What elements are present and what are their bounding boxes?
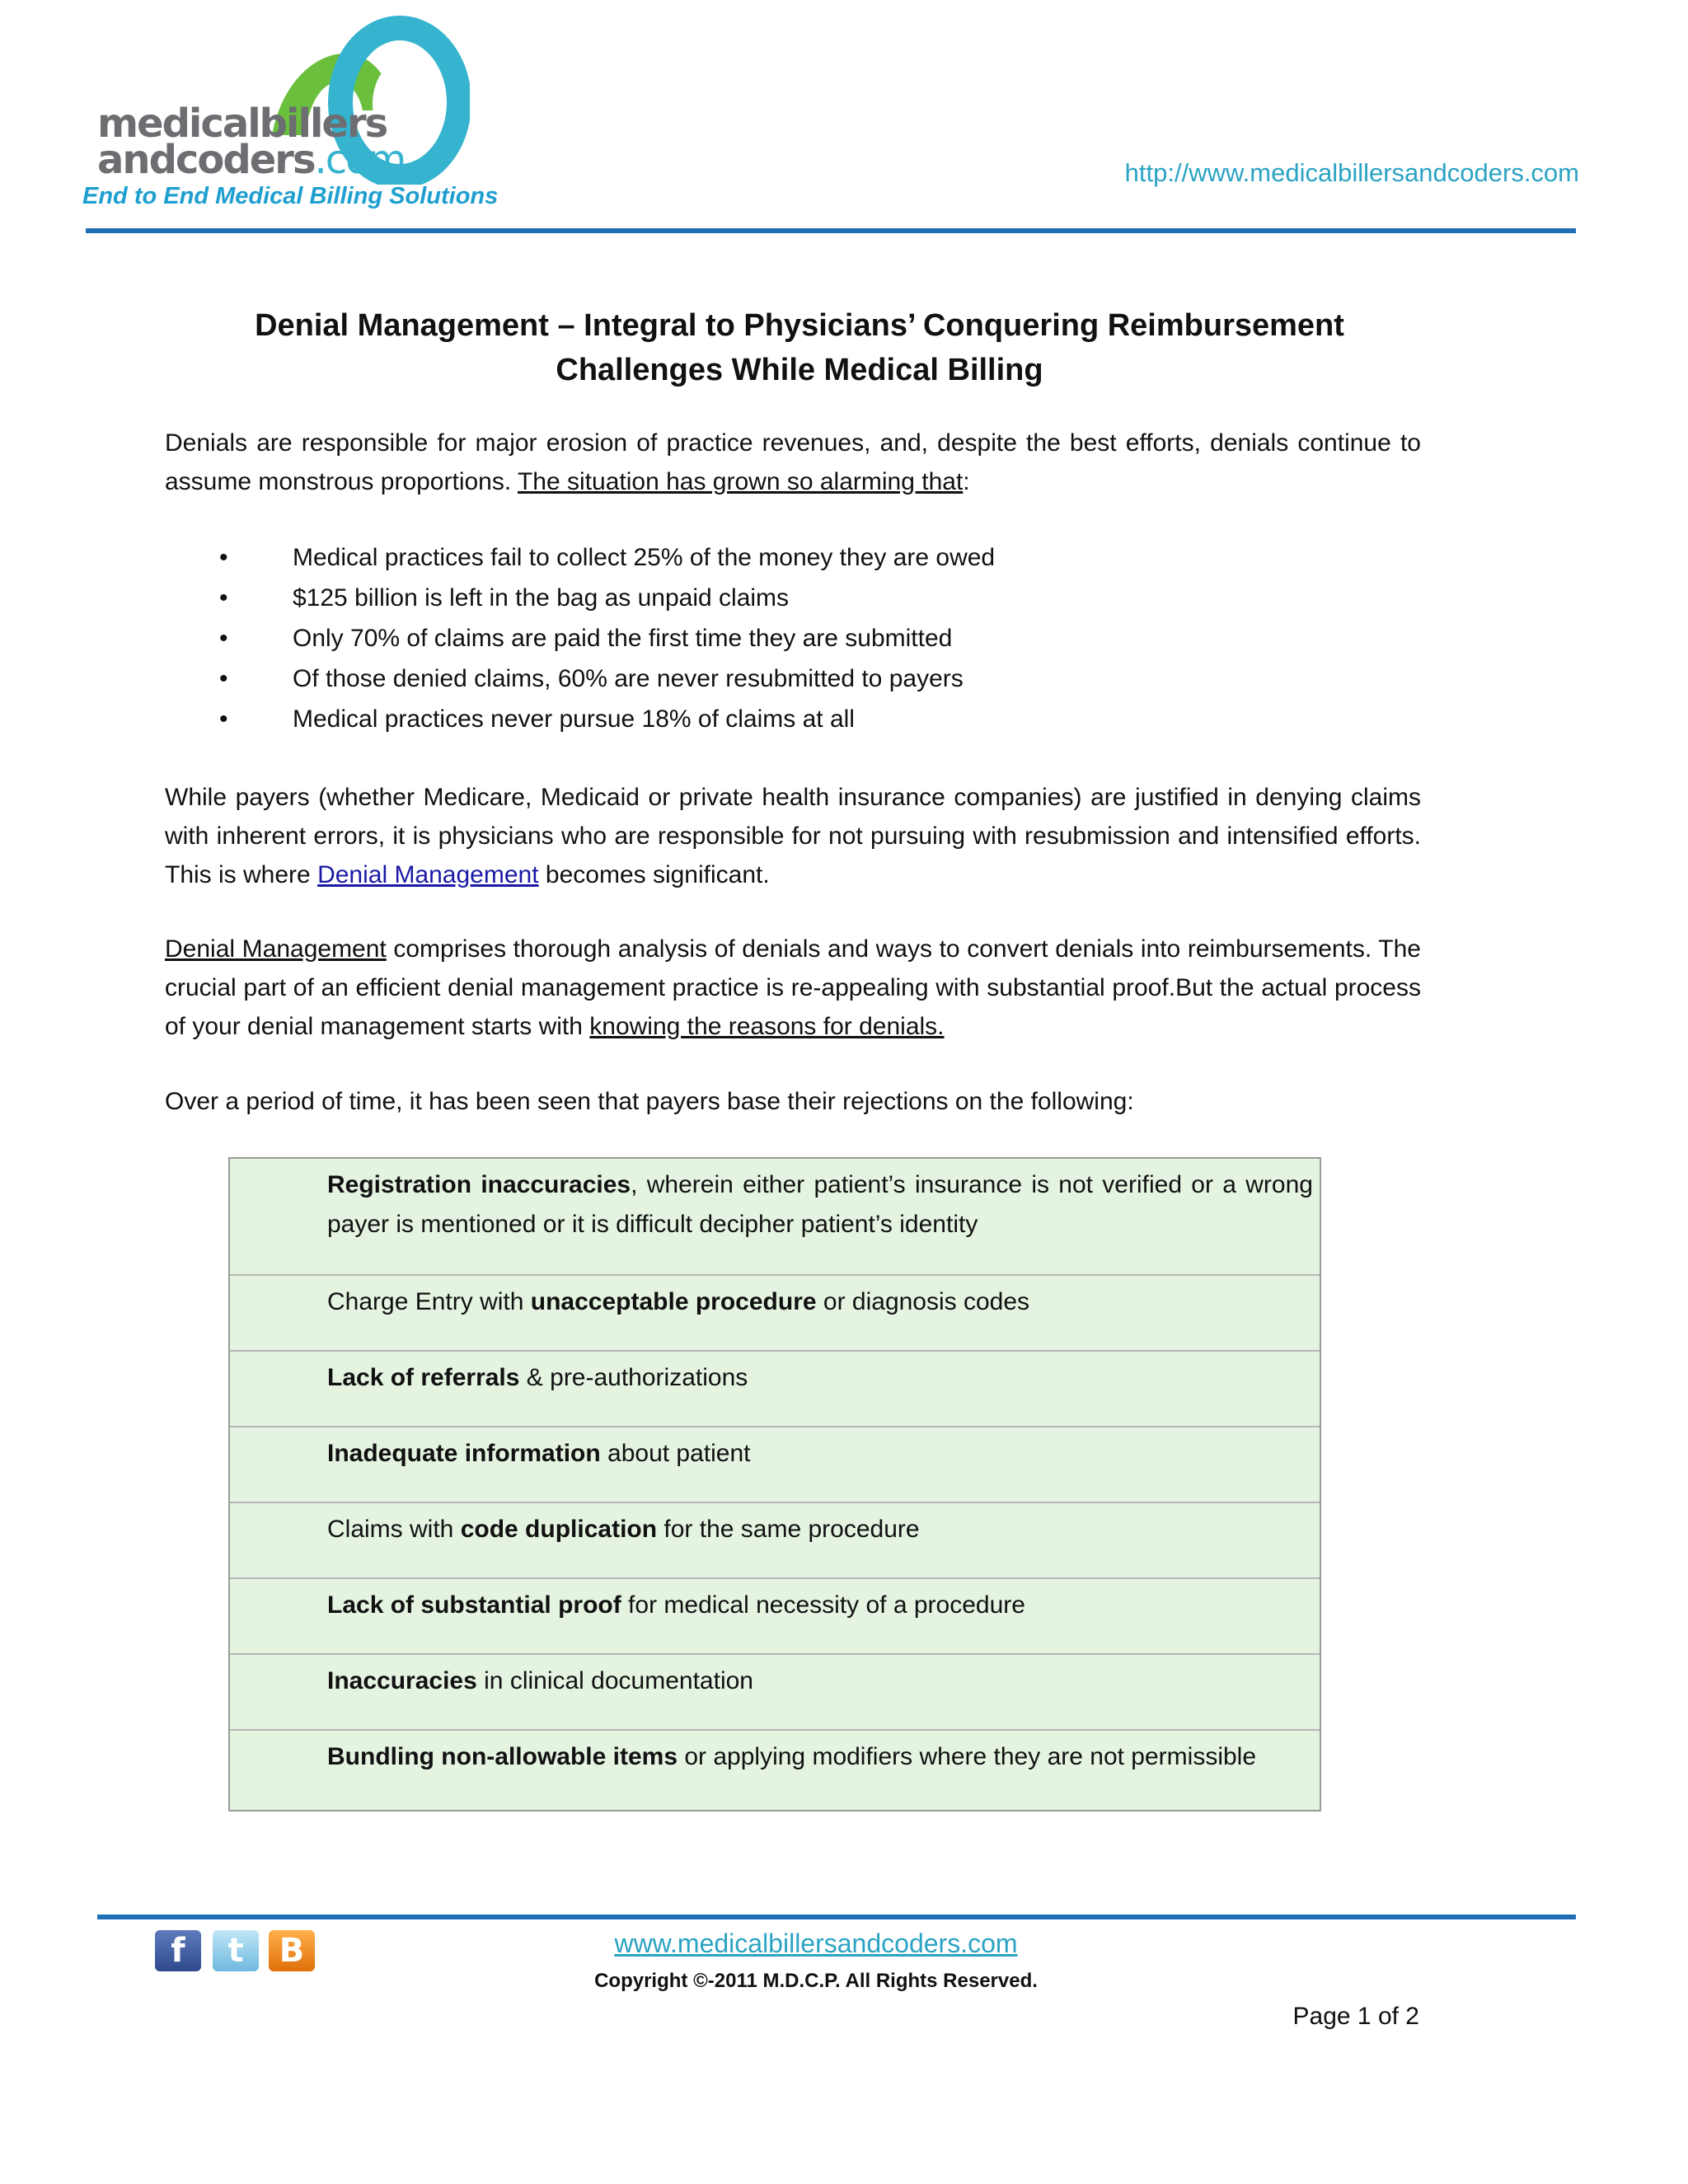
bullet-icon: •	[219, 665, 228, 692]
twitter-icon[interactable]: t	[213, 1930, 259, 1971]
tagline: End to End Medical Billing Solutions	[82, 183, 499, 209]
table-row: Inaccuracies in clinical documentation	[230, 1655, 1320, 1731]
facebook-icon[interactable]: f	[155, 1930, 201, 1971]
blogger-icon[interactable]: B	[269, 1930, 315, 1971]
table-row: Claims with code duplication for the same procedure	[230, 1503, 1320, 1579]
list-item: • $125 billion is left in the bag as unpaid claims	[165, 578, 1319, 618]
denial-management-link[interactable]: Denial Management	[317, 861, 539, 888]
page-title	[165, 303, 1434, 392]
table-row: Registration inaccuracies, wherein either patient’s insurance is not verified or a wrong payer is mentioned or it is difficult decipher patient’s identity	[230, 1159, 1320, 1276]
table-row: Bundling non-allowable items or applying modifiers where they are not permissible	[327, 1743, 1257, 1770]
intro-end: :	[963, 468, 970, 495]
table-row: Lack of substantial proof for medical necessity of a procedure	[230, 1579, 1320, 1655]
stats-list	[165, 537, 1319, 739]
list-item: • Of those denied claims, 60% are never resubmitted to payers	[165, 658, 1319, 699]
intro-paragraph	[165, 424, 1421, 501]
table-row: Inadequate information about patient	[230, 1427, 1320, 1503]
list-item: • Only 70% of claims are paid the first time they are submitted	[165, 618, 1319, 658]
paragraph-rejections: Over a period of time, it has been seen that payers base their rejections on the following:	[165, 1088, 1134, 1115]
list-item: • Medical practices fail to collect 25% of the money they are owed	[165, 537, 1319, 578]
title-line2: Challenges While Medical Billing	[556, 353, 1043, 387]
footer-url-link[interactable]: www.medicalbillersandcoders.com	[614, 1929, 1018, 1958]
paragraph-payers: While payers (whether Medicare, Medicaid or private health insurance companies) are justified in denying claims with inherent errors, it is physicians who are responsible for not pursuing with resubmission and intensified efforts. This is where Denial Management becomes significant.	[165, 784, 1421, 888]
header-divider	[86, 228, 1576, 233]
page-number: Page 1 of 2	[1292, 2003, 1419, 2030]
copyright: Copyright ©-2011 M.D.C.P. All Rights Reserved.	[594, 1970, 1038, 1992]
denial-reasons-table	[228, 1157, 1321, 1811]
footer-divider	[97, 1915, 1576, 1919]
list-item: • Medical practices never pursue 18% of claims at all	[165, 699, 1319, 739]
intro-text: Denials are responsible for major erosion of practice revenues, and, despite the best efforts, denials continue to assume monstrous proportions.	[165, 429, 1421, 495]
table-row: Lack of referrals & pre-authorizations	[230, 1352, 1320, 1427]
logo-text-line2: andcoders.com	[97, 137, 406, 183]
header-url-link[interactable]: http://www.medicalbillersandcoders.com	[1124, 158, 1579, 187]
bullet-icon: •	[219, 544, 228, 571]
bullet-icon: •	[219, 584, 228, 612]
intro-underlined: The situation has grown so alarming that	[517, 468, 964, 495]
paragraph-denial-management: Denial Management comprises thorough analysis of denials and ways to convert denials into reimbursements. The crucial part of an efficient denial management practice is re-appealing with substantial proof.But the actual process of your denial management starts with knowing the reasons for denials.	[165, 935, 1421, 1040]
title-line1: Denial Management – Integral to Physicians’ Conquering Reimbursement	[255, 308, 1344, 343]
bullet-icon: •	[219, 625, 228, 652]
logo-text-line1: medicalbillers	[97, 101, 387, 147]
bullet-icon: •	[219, 705, 228, 733]
table-row: Charge Entry with unacceptable procedure or diagnosis codes	[230, 1276, 1320, 1352]
